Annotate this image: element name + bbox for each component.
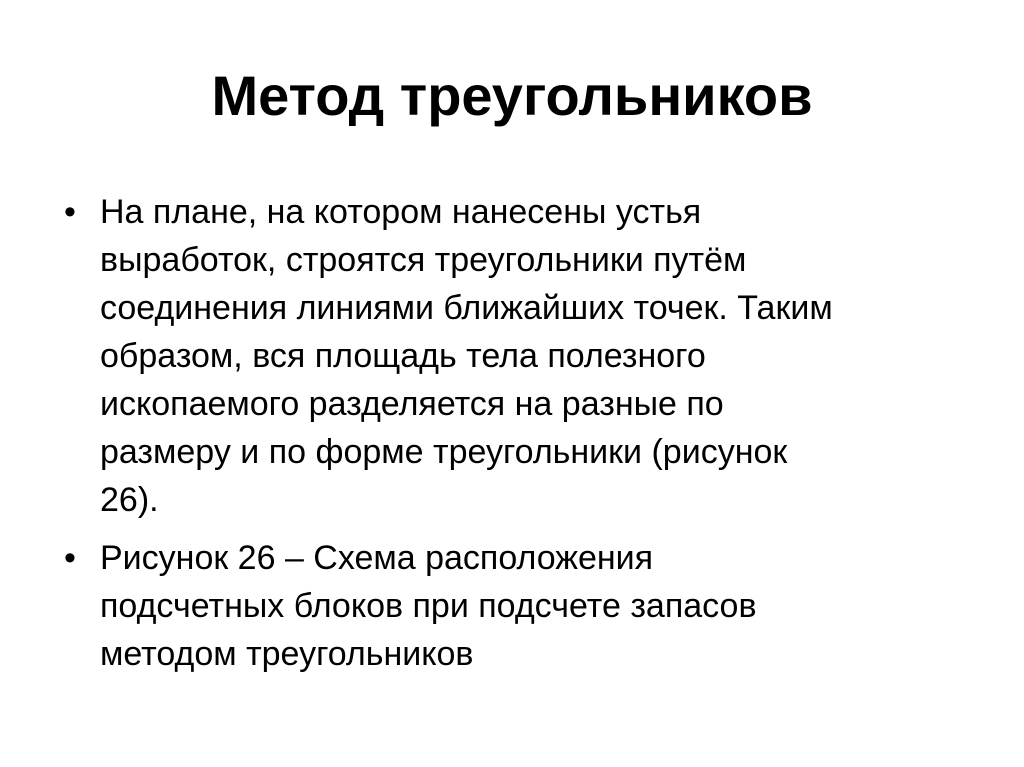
bullet-1-line-1: На плане, на котором нанесены устья	[100, 193, 702, 231]
bullet-1-line-4: образом, вся площадь тела полезного	[100, 337, 706, 375]
bullet-dot-icon: •	[64, 193, 76, 231]
bullet-2-line-2: подсчетных блоков при подсчете запасов	[100, 587, 757, 625]
bullet-1-line-6: размеру и по форме треугольники (рисунок	[100, 433, 788, 471]
bullet-item-2	[64, 534, 984, 678]
bullet-1-line-5: ископаемого разделяется на разные по	[100, 385, 724, 423]
bullet-list	[64, 188, 984, 688]
bullet-1-line-2: выработок, строятся треугольники путём	[100, 241, 747, 279]
bullet-1-line-3: соединения линиями ближайших точек. Таким	[100, 289, 833, 327]
bullet-item-1	[64, 188, 984, 524]
bullet-1-line-7: 26).	[100, 481, 159, 519]
bullet-dot-icon: •	[64, 539, 76, 577]
bullet-2-line-3: методом треугольников	[100, 635, 474, 673]
bullet-2-line-1: Рисунок 26 – Схема расположения	[100, 539, 654, 577]
slide-title: Метод треугольников	[211, 64, 813, 127]
